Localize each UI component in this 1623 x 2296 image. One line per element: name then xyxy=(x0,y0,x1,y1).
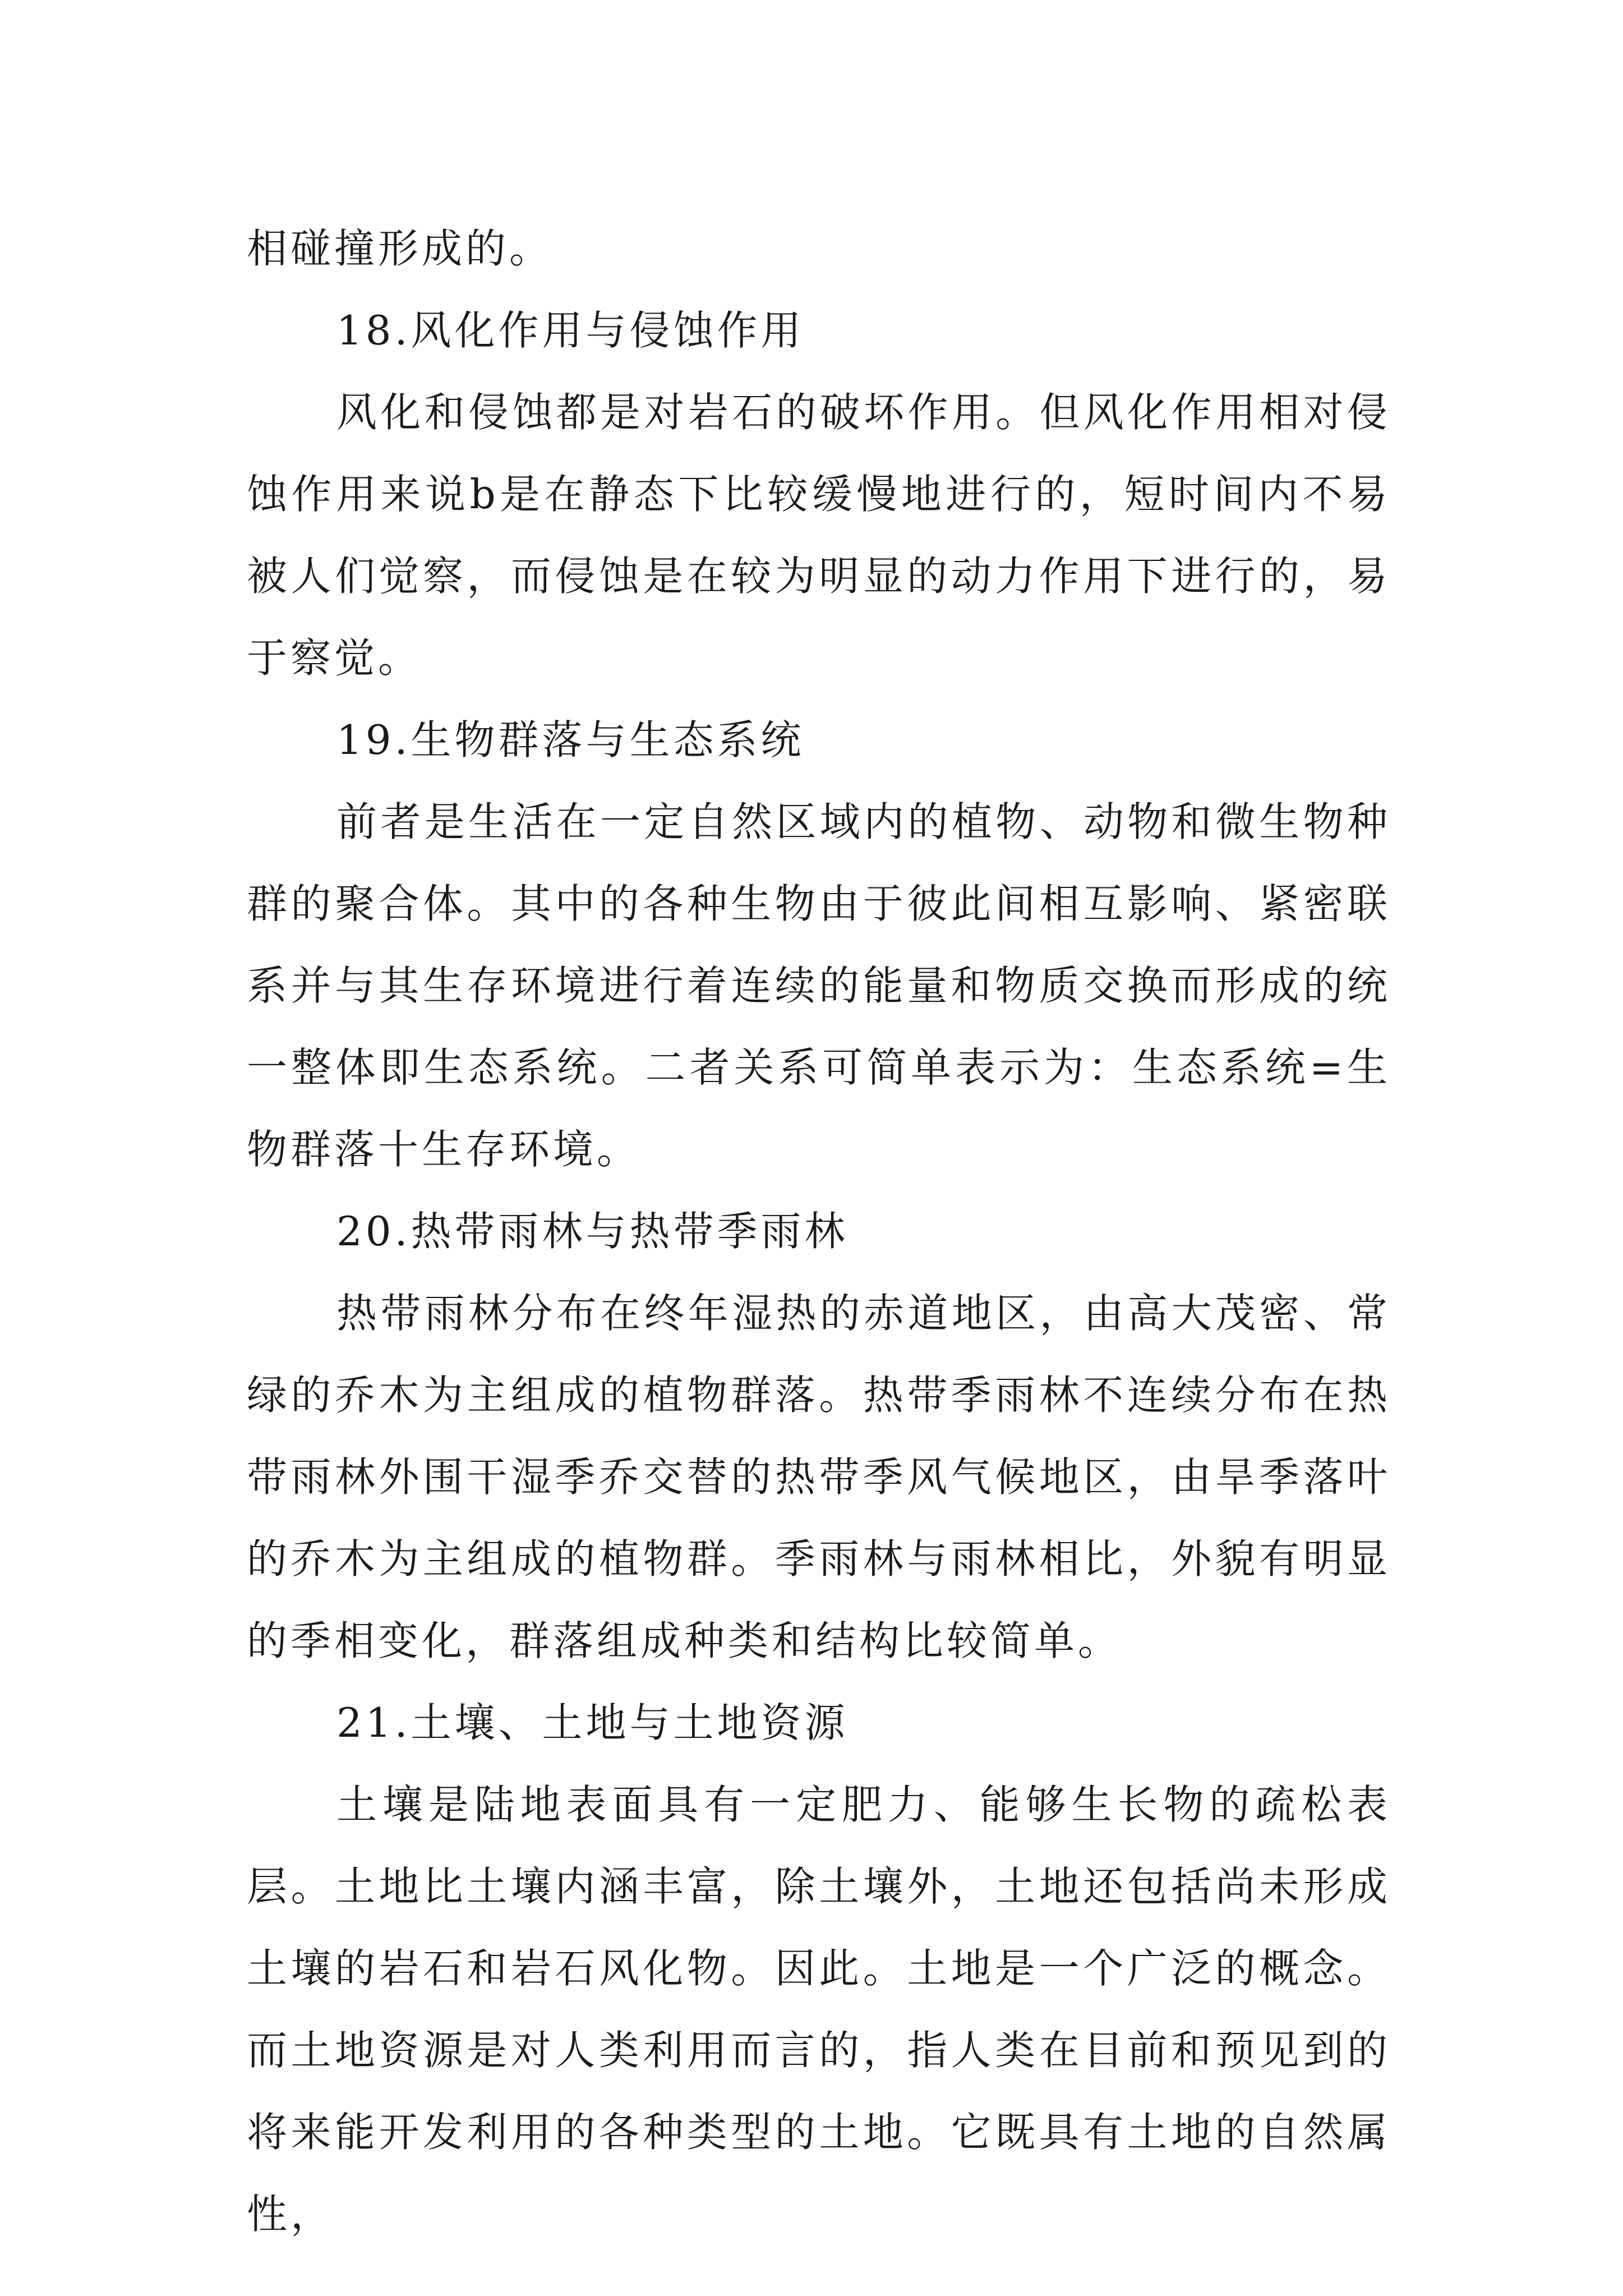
paragraph-20: 热带雨林分布在终年湿热的赤道地区，由高大茂密、常绿的乔木为主组成的植物群落。热带季雨林不连续分布在热带雨林外围干湿季乔交替的热带季风气候地区，由旱季落叶的乔木为主组成的植物群。季雨林与雨林相比，外貌有明显的季相变化，群落组成种类和结构比较简单。 xyxy=(247,1290,1391,1664)
section-heading-21: 21.土壤、土地与土地资源 xyxy=(336,1699,849,1746)
paragraph-19: 前者是生活在一定自然区域内的植物、动物和微生物种群的聚合体。其中的各种生物由于彼此间相互影响、紧密联系并与其生存环境进行着连续的能量和物质交换而形成的统一整体即生态系统。二者关系可简单表示为：生态系统=生物群落十生存环境。 xyxy=(247,798,1391,1173)
paragraph-21: 土壤是陆地表面具有一定肥力、能够生长物的疏松表层。土地比土壤内涵丰富，除土壤外，土地还包括尚未形成土壤的岩石和岩石风化物。因此。土地是一个广泛的概念。而土地资源是对人类利用而言的，指人类在目前和预见到的将来能开发利用的各种类型的土地。它既具有土地的自然属性， xyxy=(247,1781,1391,2238)
section-heading-19: 19.生物群落与生态系统 xyxy=(336,716,805,763)
section-heading-18: 18.风化作用与侵蚀作用 xyxy=(336,307,805,354)
continuation-paragraph: 相碰撞形成的。 xyxy=(247,225,554,272)
document-body xyxy=(247,208,1391,2255)
section-heading-20: 20.热带雨林与热带季雨林 xyxy=(336,1208,849,1255)
paragraph-18: 风化和侵蚀都是对岩石的破坏作用。但风化作用相对侵蚀作用来说b是在静态下比较缓慢地进行的，短时间内不易被人们觉察，而侵蚀是在较为明显的动力作用下进行的，易于察觉。 xyxy=(247,389,1391,682)
